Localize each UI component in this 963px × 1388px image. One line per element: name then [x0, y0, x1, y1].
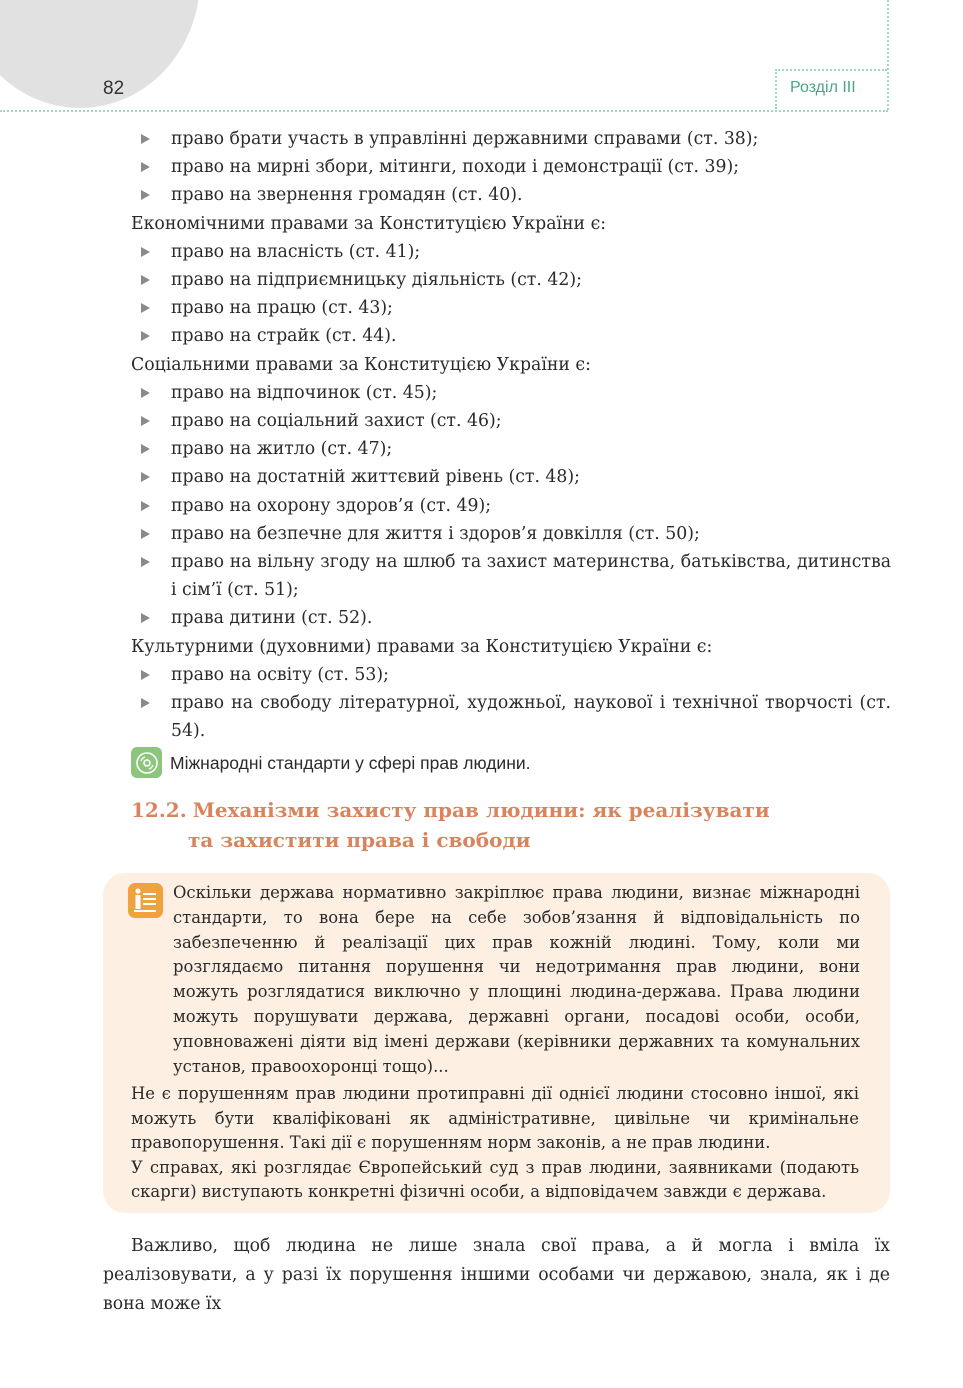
- media-link[interactable]: [131, 747, 891, 778]
- info-paragraph-3: У справах, які розглядає Європейський суд з прав людини, заявниками (подають скарги) виступають конкретні фізичні особи, а відповідачем завжди є держава.: [131, 1157, 859, 1202]
- info-icon: [128, 883, 163, 918]
- header-rule: [0, 110, 888, 112]
- cd-icon[interactable]: [131, 747, 162, 778]
- info-paragraph-1: Оскільки держава нормативно закріплює права людини, визнає міжнародні стандарти, то вона бере на себе зобов’язання й відповідальність по забезпеченню й реалізації цих прав кожній людині. Тому, коли ми розглядаємо питання порушення чи недотримання прав людини, вони можуть розглядатися виключно у площині людина-держава. Права людини можуть порушувати держава, державні органи, посадові особи, особи, уповноважені діяти від імені держави (керівники державних та комунальних установ, правоохоронці тощо)...: [173, 883, 860, 1076]
- bullet-triangle-icon: [141, 247, 150, 257]
- bullet-triangle-icon: [141, 444, 150, 454]
- list-item: право брати участь в управлінні державними справами (ст. 38);: [131, 125, 891, 153]
- section-label: Розділ ІІІ: [790, 79, 856, 96]
- bullet-triangle-icon: [141, 190, 150, 200]
- closing-paragraph: Важливо, щоб людина не лише знала свої права, а й могла і вміла їх реалізовувати, а у разі їх порушення іншими особами чи державою, знала, як і де вона може їх: [103, 1236, 890, 1314]
- bullet-triangle-icon: [141, 501, 150, 511]
- category-heading: Культурними (духовними) правами за Конституцією України є:: [131, 636, 713, 657]
- bullet-triangle-icon: [141, 472, 150, 482]
- bullet-triangle-icon: [141, 416, 150, 426]
- list-item: право на власність (ст. 41);: [131, 238, 891, 266]
- category-heading: Соціальними правами за Конституцією України є:: [131, 354, 591, 375]
- list-item: право на вільну згоду на шлюб та захист материнства, батьківства, дитинства і сім’ї (ст. 51);: [131, 548, 891, 604]
- list-item: право на відпочинок (ст. 45);: [131, 379, 891, 407]
- bullet-triangle-icon: [141, 275, 150, 285]
- list-item: право на свободу літературної, художньої, наукової і технічної творчості (ст. 54).: [131, 689, 891, 745]
- bullet-triangle-icon: [141, 698, 150, 708]
- section-heading: [131, 795, 871, 855]
- info-paragraph-2: Не є порушенням прав людини протиправні дії однієї людини стосовно іншої, які можуть бути кваліфіковані як адміністративне, цивільне чи кримінальне правопорушення. Такі дії є порушенням норм законів, а не прав людини.: [131, 1084, 859, 1153]
- list-item: права дитини (ст. 52).: [131, 604, 891, 632]
- bullet-triangle-icon: [141, 557, 150, 567]
- bullet-triangle-icon: [141, 613, 150, 623]
- bullet-triangle-icon: [141, 162, 150, 172]
- section-title-line1: Механізми захисту прав людини: як реалізувати: [192, 798, 770, 822]
- list-item: право на звернення громадян (ст. 40).: [131, 181, 891, 209]
- list-item: право на підприємницьку діяльність (ст. 42);: [131, 266, 891, 294]
- bullet-triangle-icon: [141, 303, 150, 313]
- list-item: право на страйк (ст. 44).: [131, 322, 891, 350]
- category-heading: Економічними правами за Конституцією України є:: [131, 213, 607, 234]
- list-item: право на соціальний захист (ст. 46);: [131, 407, 891, 435]
- rights-list: [131, 125, 891, 778]
- bullet-triangle-icon: [141, 529, 150, 539]
- decorative-corner-circle: [0, 0, 200, 108]
- header-vertical-rule: [887, 0, 889, 110]
- bullet-triangle-icon: [141, 670, 150, 680]
- info-text-continued: [131, 1082, 859, 1205]
- media-link-text[interactable]: Міжнародні стандарти у сфері прав людини.: [170, 752, 531, 773]
- list-item: право на житло (ст. 47);: [131, 435, 891, 463]
- bullet-triangle-icon: [141, 388, 150, 398]
- list-item: право на освіту (ст. 53);: [131, 661, 891, 689]
- list-item: право на охорону здоров’я (ст. 49);: [131, 492, 891, 520]
- list-item: право на працю (ст. 43);: [131, 294, 891, 322]
- section-title-line2: та захистити права і свободи: [188, 828, 531, 852]
- list-item: право на достатній життєвий рівень (ст. 48);: [131, 463, 891, 491]
- bullet-triangle-icon: [141, 331, 150, 341]
- section-number: 12.2.: [131, 798, 187, 822]
- bullet-triangle-icon: [141, 134, 150, 144]
- list-item: право на безпечне для життя і здоров’я довкілля (ст. 50);: [131, 520, 891, 548]
- page-number: 82: [103, 78, 125, 99]
- list-item: право на мирні збори, мітинги, походи і демонстрації (ст. 39);: [131, 153, 891, 181]
